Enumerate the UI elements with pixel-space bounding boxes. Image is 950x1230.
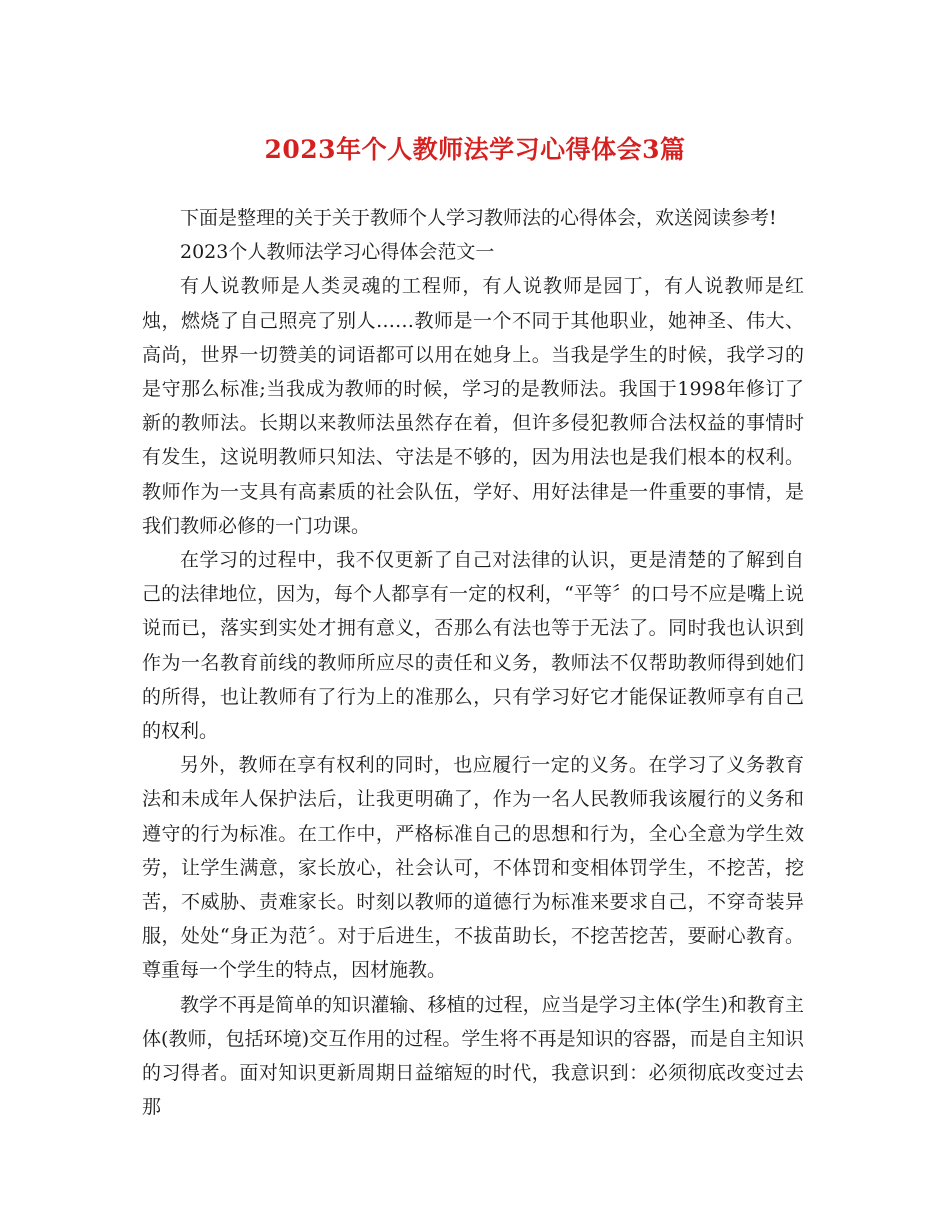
body-paragraph: 在学习的过程中，我不仅更新了自己对法律的认识，更是清楚的了解到自己的法律地位，因为，每个人都享有一定的权利，“平等〞的口号不应是嘴上说说而已，落实到实处才拥有意义，否那么有法也等于无法了。同时我也认识到作为一名教育前线的教师所应尽的责任和义务，教师法不仅帮助教师得到她们的所得，也让教师有了行为上的准那么，只有学习好它才能保证教师享有自己的权利。 xyxy=(142,549,804,743)
document-body xyxy=(142,201,804,1124)
body-paragraph: 有人说教师是人类灵魂的工程师，有人说教师是园丁，有人说教师是红烛，燃烧了自己照亮了别人……教师是一个不同于其他职业，她神圣、伟大、高尚，世界一切赞美的词语都可以用在她身上。当我是学生的时候，我学习的是守那么标准;当我成为教师的时候，学习的是教师法。我国于1998年修订了新的教师法。长期以来教师法虽然存在着，但许多侵犯教师合法权益的事情时有发生，这说明教师只知法、守法是不够的，因为用法也是我们根本的权利。教师作为一支具有高素质的社会队伍，学好、用好法律是一件重要的事情，是我们教师必修的一门功课。 xyxy=(142,275,804,537)
body-paragraph: 另外，教师在享有权利的同时，也应履行一定的义务。在学习了义务教育法和未成年人保护法后，让我更明确了，作为一名人民教师我该履行的义务和遵守的行为标准。在工作中，严格标准自己的思想和行为，全心全意为学生效劳，让学生满意，家长放心，社会认可，不体罚和变相体罚学生，不挖苦，挖苦，不威胁、责难家长。时刻以教师的道德行为标准来要求自己，不穿奇装异服，处处“身正为范〞。对于后进生，不拔苗助长，不挖苦挖苦，要耐心教育。尊重每一个学生的特点，因材施教。 xyxy=(142,754,804,982)
section-subtitle: 2023个人教师法学习心得体会范文一 xyxy=(180,241,495,264)
body-paragraph: 教学不再是简单的知识灌输、移植的过程，应当是学习主体(学生)和教育主体(教师，包括环境)交互作用的过程。学生将不再是知识的容器，而是自主知识的习得者。面对知识更新周期日益缩短的时代，我意识到：必须彻底改变过去那 xyxy=(142,993,804,1119)
intro-paragraph: 下面是整理的关于关于教师个人学习教师法的心得体会，欢送阅读参考! xyxy=(180,207,777,229)
document-title: 2023年个人教师法学习心得体会3篇 xyxy=(264,135,686,164)
